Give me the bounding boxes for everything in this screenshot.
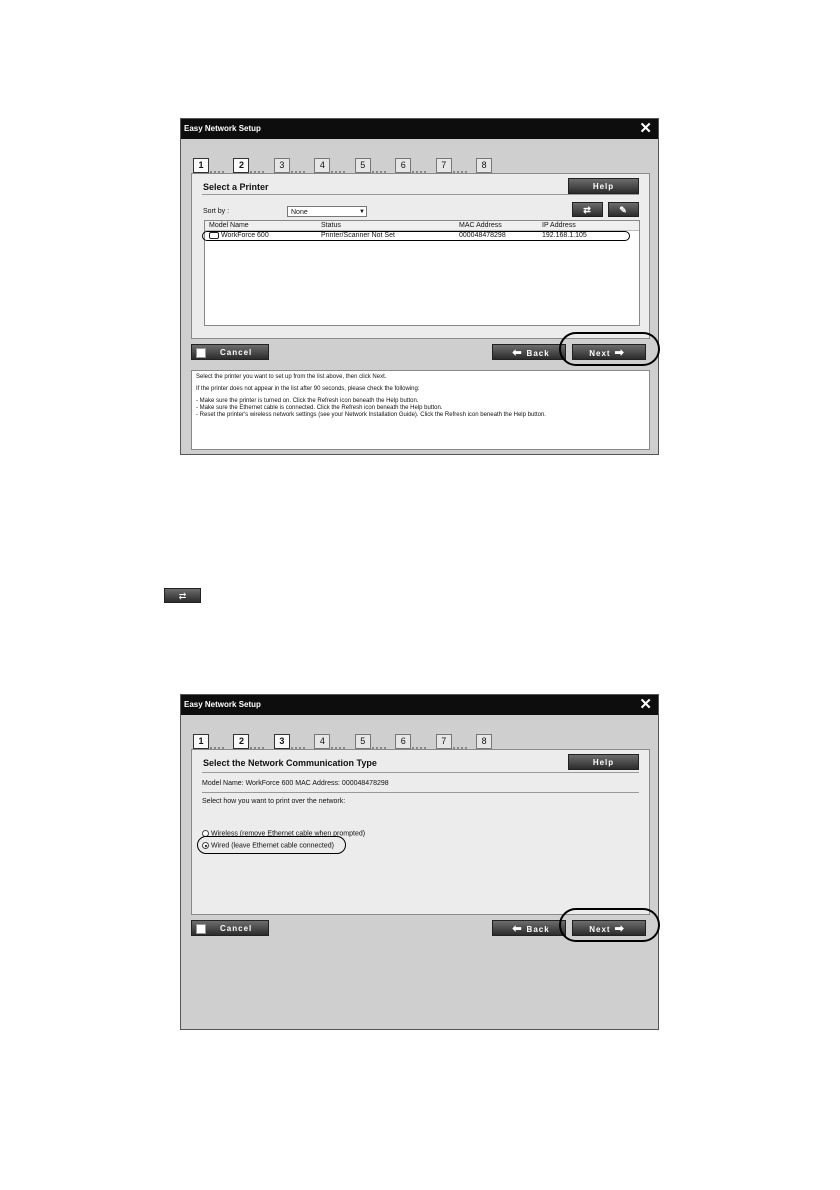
sort-by-label: Sort by : [203, 208, 230, 215]
step-indicator [193, 155, 497, 171]
column-header-model[interactable]: Model Name [209, 222, 249, 229]
step-4: 4 [314, 155, 345, 173]
printer-row[interactable] [205, 231, 639, 241]
arrow-right-icon: ➡ [614, 923, 625, 935]
row-model: WorkForce 600 [221, 232, 269, 239]
row-ip: 192.168.1.105 [542, 232, 587, 239]
step-8: 8 [476, 731, 492, 749]
close-icon[interactable]: ✕ [639, 120, 652, 137]
info-line: If the printer does not appear in the list after 90 seconds, please check the following: [196, 386, 420, 392]
manual-setup-icon: ✎ [619, 205, 628, 215]
step-2: 2 [233, 731, 264, 749]
info-line: Select the printer you want to set up from the list above, then click Next. [196, 374, 387, 380]
close-icon[interactable]: ✕ [639, 696, 652, 713]
step-5: 5 [355, 155, 386, 173]
wired-option[interactable]: Wired (leave Ethernet cable connected) [202, 842, 334, 849]
step-6: 6 [395, 155, 426, 173]
arrow-left-icon: ⬅ [512, 347, 523, 359]
back-button[interactable]: ⬅ Back [492, 344, 566, 360]
step-7: 7 [436, 731, 467, 749]
sort-by-select[interactable]: None ▼ [287, 206, 367, 217]
divider [202, 194, 639, 195]
model-info-line: Model Name: WorkForce 600 MAC Address: 000048478298 [202, 780, 389, 787]
column-header-mac[interactable]: MAC Address [459, 222, 502, 229]
step-7: 7 [436, 155, 467, 173]
title-bar [181, 119, 658, 139]
next-button[interactable]: Next ➡ [572, 344, 646, 360]
step-2: 2 [233, 155, 264, 173]
easy-network-setup-window-communication-type [180, 694, 659, 1030]
back-button[interactable]: ⬅ Back [492, 920, 566, 936]
panel-title: Select the Network Communication Type [203, 758, 377, 768]
wired-highlight-circle [197, 836, 346, 854]
step-1: 1 [193, 155, 224, 173]
step-4: 4 [314, 731, 345, 749]
arrow-right-icon: ➡ [614, 347, 625, 359]
info-line: - Reset the printer's wireless network settings (see your Network Installation Guide). Click the Refresh icon beneath the Help button. [196, 412, 546, 418]
column-header-status[interactable]: Status [321, 222, 341, 229]
info-text-box [191, 370, 650, 450]
wireless-option[interactable]: Wireless (remove Ethernet cable when prompted) [202, 830, 365, 837]
title-bar [181, 695, 658, 715]
step-1: 1 [193, 731, 224, 749]
panel-title: Select a Printer [203, 182, 269, 192]
step-8: 8 [476, 155, 492, 173]
step-3: 3 [274, 155, 305, 173]
step-indicator [193, 731, 497, 747]
next-highlight-circle [559, 332, 660, 366]
list-header [205, 221, 639, 231]
cancel-button[interactable]: Cancel [191, 920, 269, 936]
next-highlight-circle [559, 908, 660, 942]
refresh-icon: ⇄ [178, 591, 187, 601]
select-printer-panel [191, 173, 650, 339]
manual-entry-button[interactable] [608, 202, 639, 217]
info-line: - Make sure the printer is turned on. Click the Refresh icon beneath the Help button. [196, 398, 419, 404]
prompt-text: Select how you want to print over the network: [202, 798, 346, 805]
refresh-button[interactable] [572, 202, 603, 217]
chevron-down-icon: ▼ [359, 209, 365, 215]
refresh-icon: ⇄ [583, 205, 592, 215]
printer-icon [209, 232, 219, 239]
step-5: 5 [355, 731, 386, 749]
step-6: 6 [395, 731, 426, 749]
easy-network-setup-window-select-printer [180, 118, 659, 455]
divider [202, 792, 639, 793]
row-status: Printer/Scanner Not Set [321, 232, 395, 239]
help-button[interactable]: Help [568, 178, 639, 194]
window-title: Easy Network Setup [184, 124, 261, 133]
row-mac: 000048478298 [459, 232, 506, 239]
communication-type-panel [191, 749, 650, 915]
column-header-ip[interactable]: IP Address [542, 222, 576, 229]
cancel-checkbox-icon [196, 348, 206, 358]
help-button[interactable]: Help [568, 754, 639, 770]
refresh-icon-illustration [164, 588, 201, 603]
divider [202, 772, 639, 773]
info-line: - Make sure the Ethernet cable is connected. Click the Refresh icon beneath the Help button. [196, 405, 443, 411]
next-button[interactable]: Next ➡ [572, 920, 646, 936]
printer-list [204, 220, 640, 326]
cancel-button[interactable]: Cancel [191, 344, 269, 360]
cancel-checkbox-icon [196, 924, 206, 934]
window-title: Easy Network Setup [184, 700, 261, 709]
step-3: 3 [274, 731, 305, 749]
arrow-left-icon: ⬅ [512, 923, 523, 935]
